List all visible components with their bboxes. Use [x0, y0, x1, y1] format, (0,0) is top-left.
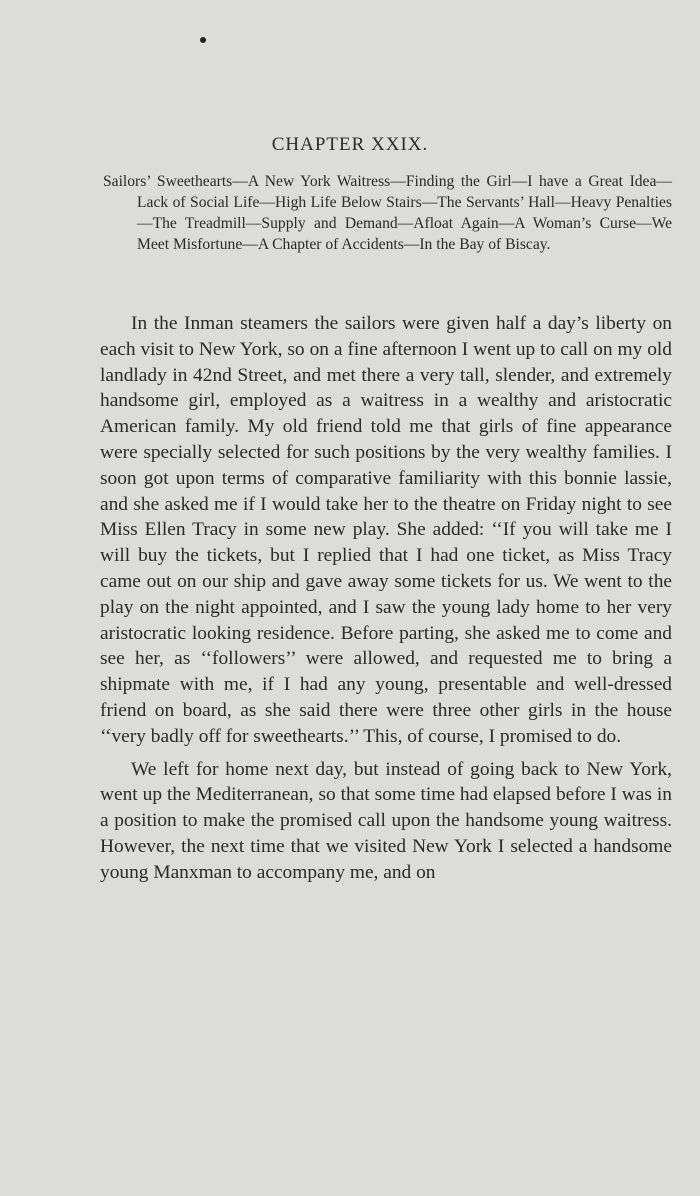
ink-speck: [200, 37, 206, 43]
paragraph: We left for home next day, but instead of going back to New York, went up the Mediterranean, so that some time had elapsed before I was in a position to make the promised call upon the handsome young waitress. However, the next time that we visited New York I selected a handsome young Manxman to accompany me, and on: [100, 758, 672, 883]
chapter-synopsis: Sailors’ Sweethearts—A New York Waitress—Finding the Girl—I have a Great Idea—Lack of Social Life—High Life Below Stairs—The Servants’ Hall—Heavy Penalties—The Treadmill—Supply and Demand—Afloat Again—A Woman’s Curse—We Meet Misfortune—A Chapter of Accidents—In the Bay of Biscay.: [103, 173, 672, 253]
chapter-heading: CHAPTER XXIX.: [271, 134, 429, 155]
paragraph: In the Inman steamers the sailors were given half a day’s liberty on each visit to New York, so on a fine afternoon I went up to call on my old landlady in 42nd Street, and met there a very tall, slender, and extremely handsome girl, employed as a waitress in a wealthy and aristocratic American family. My old friend told me that girls of fine appearance were specially selected for such positions by the very wealthy families. I soon got upon terms of comparative familiarity with this bonnie lassie, and she asked me if I would take her to the theatre on Friday night to see Miss Ellen Tracy in some new play. She added: ‘‘If you will take me I will buy the tickets, but I replied that I had one ticket, as Miss Tracy came out on our ship and gave away some tickets for us. We went to the play on the night appointed, and I saw the young lady home to her very aristocratic looking residence. Before parting, she asked me to come and see her, as ‘‘followers’’ were allowed, and requested me to bring a shipmate with me, if I had any young, presentable and well-dressed friend on board, as she said there were three other girls in the house ‘‘very badly off for sweethearts.’’ This, of course, I promised to do.: [100, 313, 672, 747]
body-text: [100, 311, 672, 886]
